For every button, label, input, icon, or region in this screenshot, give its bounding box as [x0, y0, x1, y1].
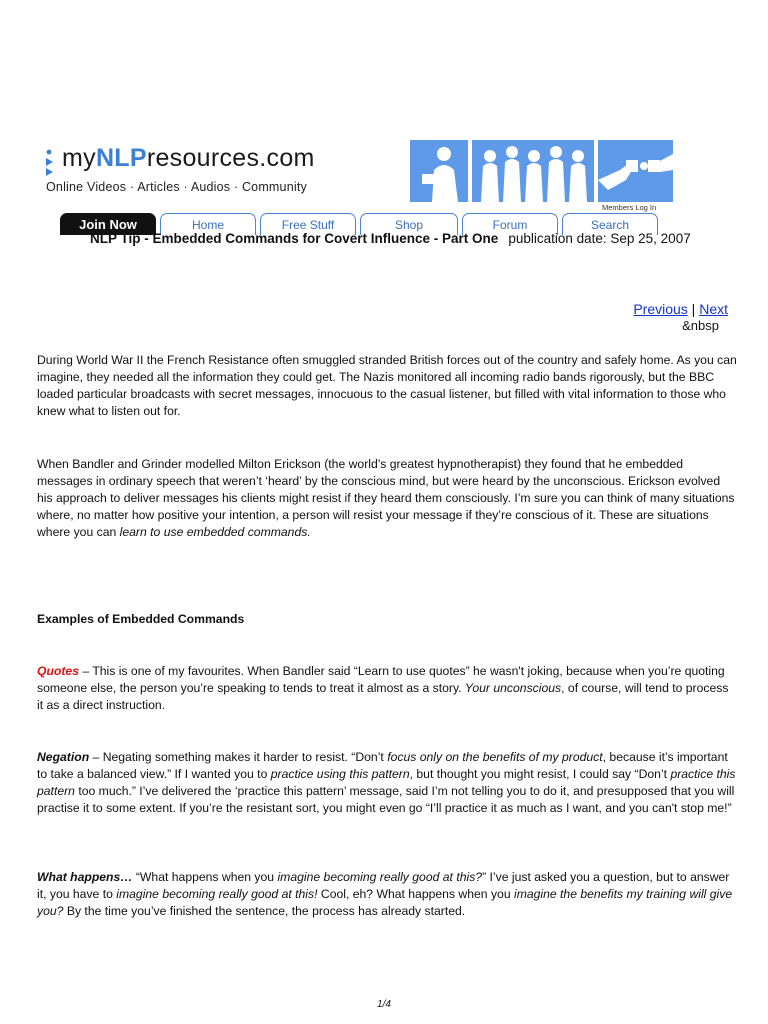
paragraph-intro: During World War II the French Resistance often smuggled stranded British forces out of the country and safely home. As you can imagine, they needed all the information they could get. The Nazis monitored all incoming radio bands rigorously, but the BBC loaded particular broadcasts with secret messages, innocuous to the casual listener, but filled with vital information to those who knew what to listen out for.	[37, 353, 737, 418]
banner-image-puzzle	[598, 140, 673, 202]
quotes-label: Quotes	[37, 664, 79, 678]
banner-image-group	[472, 140, 594, 202]
next-link[interactable]: Next	[699, 301, 728, 317]
nav-forum[interactable]: Forum	[462, 213, 558, 235]
article-title-line	[90, 231, 691, 246]
nav-free-stuff[interactable]: Free Stuff	[260, 213, 356, 235]
nav-search[interactable]: Search	[562, 213, 658, 235]
paragraph-erickson: When Bandler and Grinder modelled Milton Erickson (the world’s greatest hypnotherapist) they found that he embedded messages in ordinary speech that weren’t ‘heard’ by the conscious mind, but were heard by the unconscious. Erickson evolved his approach to deliver messages his clients might resist if they heard them consciously. I’m sure you can think of many situations where, no matter how positive your intention, a person will resist your message if they’re conscious of it. These are situations where you can learn to use embedded commands.	[37, 457, 735, 539]
nav-join-now[interactable]: Join Now	[60, 213, 156, 235]
pager	[633, 301, 728, 317]
what-happens-label: What happens…	[37, 870, 133, 884]
nav-home[interactable]: Home	[160, 213, 256, 235]
logo-wordmark: myNLPresources.com	[62, 144, 315, 172]
paragraph-what-happens: What happens… “What happens when you imagine becoming really good at this?” I’ve just asked you a question, but to answer it, you have to imagine becoming really good at this! Cool, eh? What happens when you imagine the benefits my training will give you? By the time you’ve finished the sentence, the process has already started.	[37, 870, 733, 918]
paragraph-quotes: Quotes – This is one of my favourites. When Bandler said “Learn to use quotes” he wasn't joking, because when you’re quoting someone else, the person you’re speaking to tends to treat it almost as a story. Your unconscious, of course, will tend to process it as a direct instruction.	[37, 664, 729, 712]
site-logo[interactable]	[44, 144, 404, 204]
publication-date: publication date: Sep 25, 2007	[508, 231, 691, 246]
section-heading: Examples of Embedded Commands	[37, 612, 245, 626]
nbsp-text: &nbsp	[682, 318, 719, 333]
group-silhouette-icon	[472, 140, 594, 202]
article-title: NLP Tip - Embedded Commands for Covert Influence - Part One	[90, 231, 499, 246]
pager-separator: |	[687, 301, 700, 317]
banner-image-speaker	[410, 140, 468, 202]
previous-link[interactable]: Previous	[633, 301, 688, 317]
logo-tagline: Online Videos · Articles · Audios · Community	[46, 180, 307, 194]
members-login-link[interactable]: Members Log In	[602, 203, 657, 212]
speaker-silhouette-icon	[410, 140, 468, 202]
logo-dots-icon	[44, 148, 58, 178]
puzzle-hands-icon	[598, 140, 673, 202]
page-number: 1/4	[377, 999, 391, 1010]
paragraph-negation: Negation – Negating something makes it harder to resist. “Don’t focus only on the benefits of my product, because it’s important to take a balanced view.” If I wanted you to practice using this pattern, but thought you might resist, I could say “Don’t practice this pattern too much.” I’ve delivered the ‘practice this pattern’ message, said I’m not telling you to do it, and presupposed that you will practise it to some extent. If you’re the resistant sort, you might even go “I’ll practice it as much as I want, and you can't stop me!”	[37, 750, 736, 815]
nav-shop[interactable]: Shop	[360, 213, 458, 235]
negation-label: Negation	[37, 750, 90, 764]
